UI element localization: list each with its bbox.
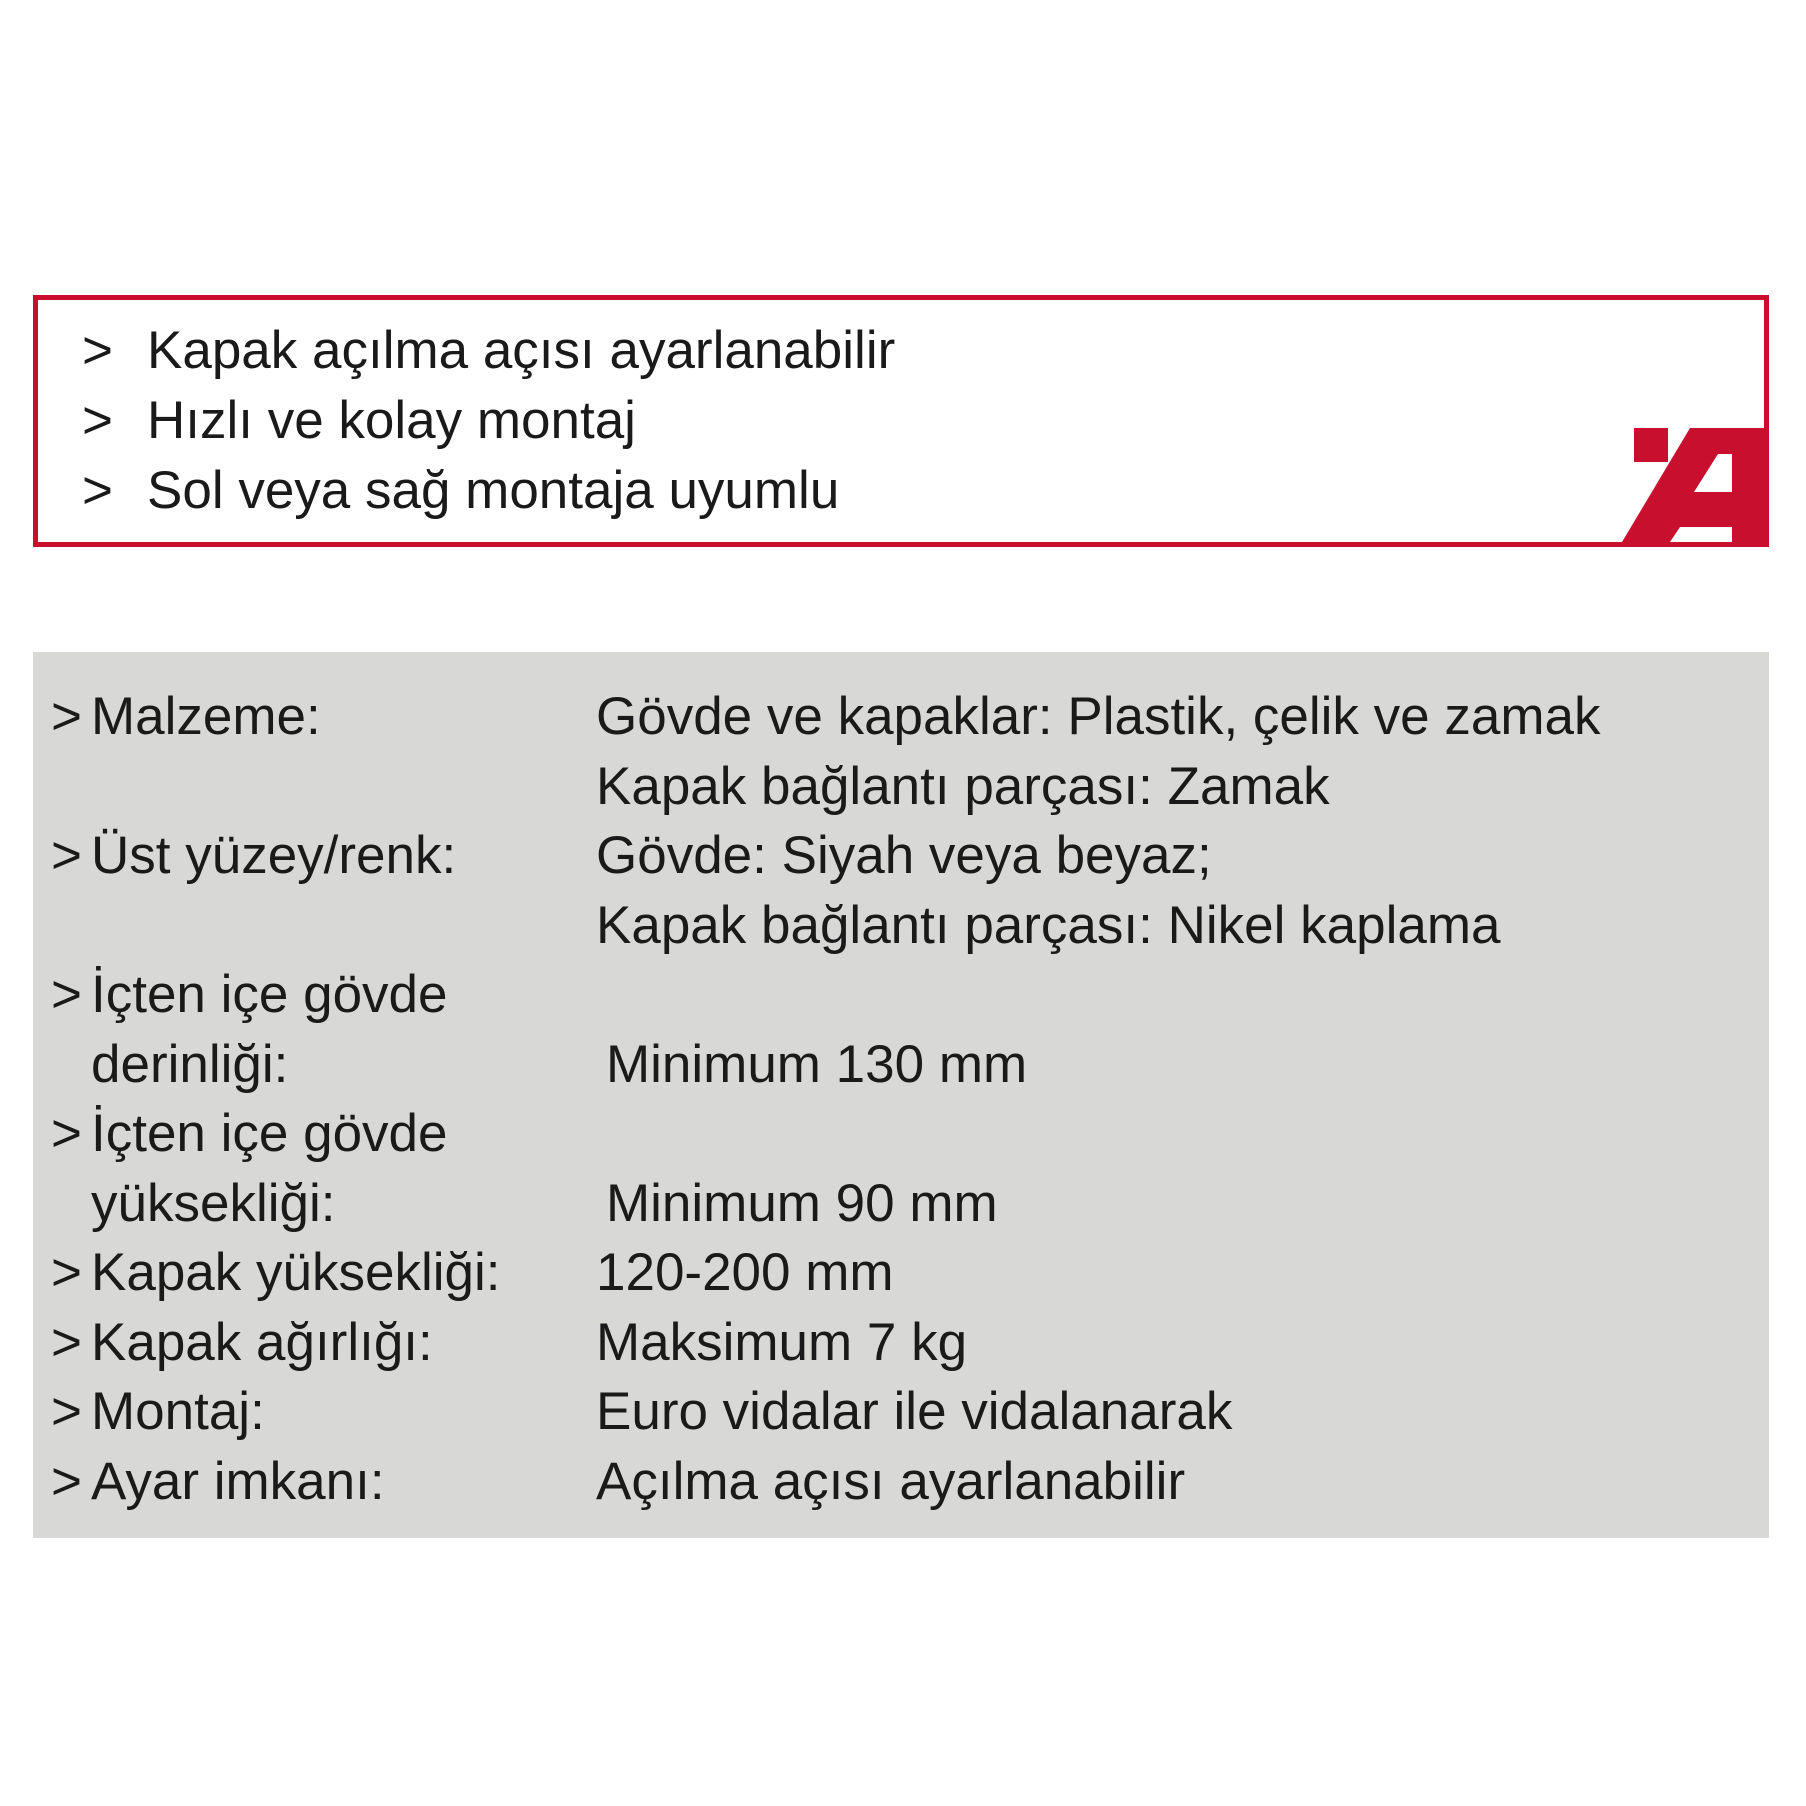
bullet-arrow: > <box>51 826 82 885</box>
spec-label-line: derinliği: <box>91 1034 289 1094</box>
spec-values <box>596 1238 894 1308</box>
spec-row-mounting <box>51 1377 1600 1447</box>
feature-text: Kapak açılma açısı ayarlanabilir <box>147 321 896 380</box>
spec-values <box>596 1099 998 1238</box>
spec-values <box>596 682 1600 821</box>
spec-label: Üst yüzey/renk: <box>91 826 457 885</box>
features-box <box>33 295 1769 547</box>
spec-label <box>91 960 596 1099</box>
spec-label-line: İçten içe gövde <box>91 1104 448 1163</box>
spec-value: Euro vidalar ile vidalanarak <box>596 1382 1233 1441</box>
spec-label: Montaj: <box>91 1382 265 1441</box>
spec-values <box>596 1308 967 1378</box>
logo-square <box>1634 428 1668 462</box>
feature-list <box>82 316 895 526</box>
bullet-arrow: > <box>51 1312 82 1372</box>
bullet-arrow: > <box>82 461 113 520</box>
spec-row-height <box>51 1099 1600 1238</box>
spec-value: Açılma açısı ayarlanabilir <box>596 1451 1186 1511</box>
bullet-arrow: > <box>51 965 82 1024</box>
feature-item <box>82 316 895 386</box>
bullet-arrow: > <box>82 391 113 450</box>
feature-text: Hızlı ve kolay montaj <box>147 391 636 450</box>
bullet-arrow: > <box>82 321 113 380</box>
spec-label: Malzeme: <box>91 687 321 746</box>
spec-row-door-weight <box>51 1308 1600 1378</box>
specs-panel <box>33 652 1769 1538</box>
spec-value: 120-200 mm <box>596 1243 894 1302</box>
spec-label: Kapak ağırlığı: <box>91 1312 433 1372</box>
spec-value: Kapak bağlantı parçası: Zamak <box>596 756 1330 816</box>
spec-list <box>51 682 1600 1516</box>
spec-values <box>596 960 1027 1099</box>
bullet-arrow: > <box>51 1243 82 1302</box>
spec-row-door-height <box>51 1238 1600 1308</box>
feature-text: Sol veya sağ montaja uyumlu <box>147 461 840 520</box>
spec-label <box>91 1099 596 1238</box>
bullet-arrow: > <box>51 1451 82 1511</box>
spec-value: Gövde ve kapaklar: Plastik, çelik ve zamak <box>596 687 1601 746</box>
spec-row-depth <box>51 960 1600 1099</box>
feature-item <box>82 456 895 526</box>
spec-values <box>596 1447 1185 1517</box>
spec-values <box>596 821 1500 960</box>
bullet-arrow: > <box>51 1104 82 1163</box>
spec-label: Kapak yüksekliği: <box>91 1243 501 1302</box>
spec-row-adjustment <box>51 1447 1600 1517</box>
brand-a-logo-icon <box>1622 382 1764 542</box>
spec-value: Maksimum 7 kg <box>596 1312 968 1372</box>
spec-row-material <box>51 682 1600 821</box>
spec-value: Minimum 90 mm <box>606 1173 998 1233</box>
bullet-arrow: > <box>51 687 82 746</box>
spec-value: Minimum 130 mm <box>606 1034 1028 1094</box>
bullet-arrow: > <box>51 1382 82 1441</box>
spec-label-line: yüksekliği: <box>91 1173 336 1233</box>
spec-values <box>596 1377 1232 1447</box>
spec-label-line: İçten içe gövde <box>91 965 448 1024</box>
spec-value: Kapak bağlantı parçası: Nikel kaplama <box>596 895 1501 955</box>
spec-value: Gövde: Siyah veya beyaz; <box>596 826 1212 885</box>
feature-item <box>82 386 895 456</box>
spec-label: Ayar imkanı: <box>91 1451 385 1511</box>
spec-row-finish <box>51 821 1600 960</box>
